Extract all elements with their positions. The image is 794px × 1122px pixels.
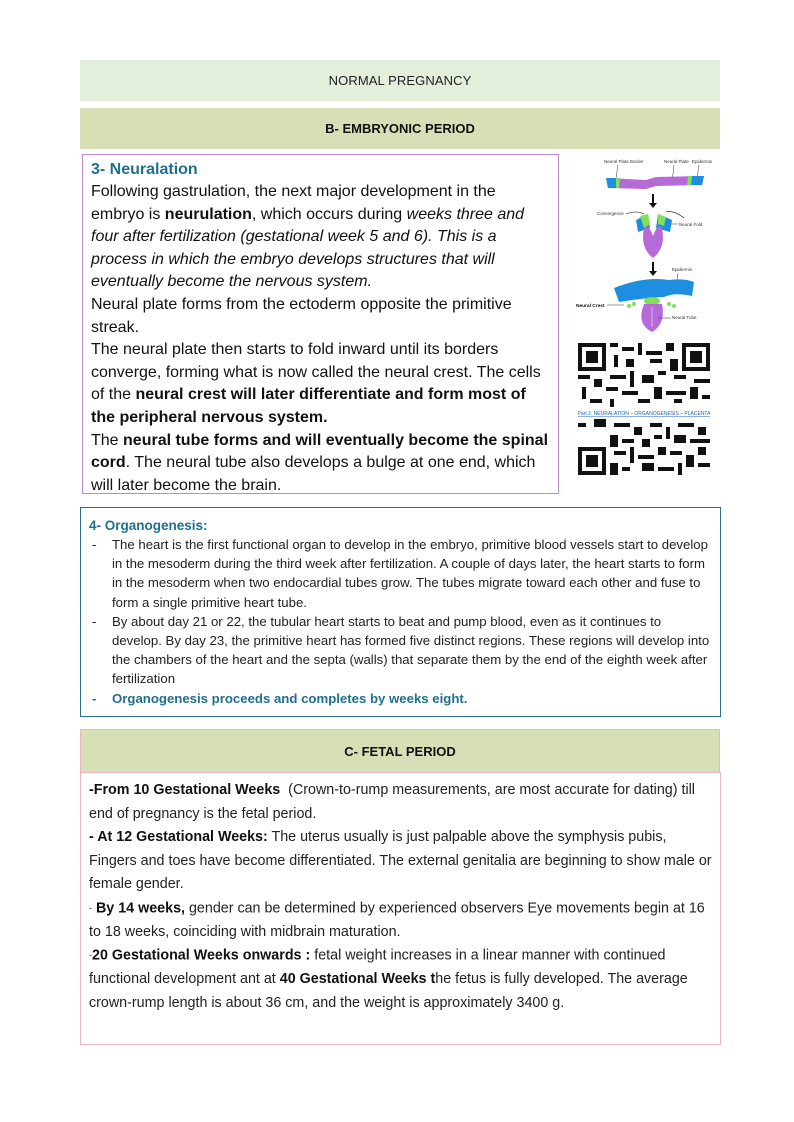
organogenesis-bullet	[89, 612, 710, 689]
svg-text:Epidermis: Epidermis	[692, 159, 713, 164]
bullet-dash: -	[92, 613, 97, 629]
text: The neural plate then starts to fold inward until its borders converge, forming what is now called the neural crest. The cells of the	[91, 341, 541, 404]
organogenesis-section	[80, 507, 721, 717]
text: , which occurs during	[251, 205, 407, 223]
bullet-dash: -	[92, 537, 97, 552]
bold-text: By 14 weeks,	[92, 900, 185, 917]
text: . The neural tube also develops a bulge at one end, which will later become the brain.	[91, 454, 536, 494]
bold-text: - At 12 Gestational Weeks:	[89, 829, 268, 845]
bold-text: 40 Gestational Weeks t	[279, 971, 436, 988]
bullet-dot: -	[89, 950, 92, 961]
document-title-bar	[80, 60, 720, 101]
organogenesis-title: 4- Organogenesis:	[89, 518, 208, 533]
embryonic-period-heading: B- EMBRYONIC PERIOD	[325, 121, 475, 136]
fetal-period-section	[80, 772, 721, 1045]
document-title: NORMAL PREGNANCY	[328, 73, 472, 88]
fetal-period-heading-bar	[80, 729, 720, 772]
italic-text: weeks three and four after fertilization (gestational week 5 and 6). This is a process in which the embryo develops structures that will eventually become the nervous system.	[91, 205, 525, 291]
neurulation-title: 3- Neuralation	[91, 161, 198, 178]
qr-code-link[interactable]	[578, 343, 710, 475]
fetal-paragraph-2	[89, 826, 712, 897]
bullet-text: The heart is the first functional organ to develop in the embryo, primitive blood vessels start to develop in the mesoderm during the third week after fertilization. A couple of days later, the heart starts to form in the mesoderm when two endocardial tubes grow. The tubes migrate toward each other and fuse to form a single primitive heart tube.	[112, 537, 708, 610]
embryonic-period-heading-bar	[80, 108, 720, 149]
fetal-paragraph-3	[89, 897, 712, 945]
svg-text:Neural Tube: Neural Tube	[672, 315, 697, 320]
bold-text: neural tube forms and will eventually become the spinal cord	[91, 431, 549, 472]
text: he fetus is fully developed. The average crown-rump length is about 36 cm, and the weight is approximately 3400 g.	[89, 971, 688, 1011]
text: (Crown-to-rump measurements, are most accurate for dating) till end of pregnancy is the fetal period.	[89, 782, 699, 822]
fetal-period-heading: C- FETAL PERIOD	[344, 743, 456, 759]
fetal-paragraph-4	[89, 944, 712, 1015]
svg-text:Neural Fold: Neural Fold	[679, 222, 703, 227]
neurulation-paragraph-2: Neural plate forms from the ectoderm opposite the primitive streak.	[91, 295, 512, 336]
neurulation-diagram	[574, 152, 719, 334]
neurulation-paragraph-1	[91, 181, 550, 294]
svg-text:Neural Crest: Neural Crest	[576, 304, 605, 309]
text: The	[91, 431, 124, 449]
text: The uterus usually is just palpable above the symphysis pubis, Fingers and toes have become differentiated. The external genitalia are beginning to show male or female gender.	[89, 829, 712, 892]
bullet-text: By about day 21 or 22, the tubular heart starts to beat and pump blood, even as it continues to develop. By day 23, the primitive heart has formed five distinct regions. These regions will develop into the chambers of the heart and the septa (walls) that separate them by the end of the eighth week after fertilization	[112, 613, 710, 687]
svg-text:Epidermis: Epidermis	[672, 267, 693, 272]
bold-text: -From 10 Gestational Weeks	[89, 782, 281, 798]
bullet-text: Organogenesis proceeds and completes by weeks eight.	[112, 690, 468, 706]
label-neural-plate-border: Neural Plate Border	[604, 159, 644, 164]
svg-text:Convergence: Convergence	[597, 211, 624, 216]
text: gender can be determined by experienced observers Eye movements begin at 16 to 18 weeks, coinciding with midbrain maturation.	[89, 900, 705, 940]
bold-text: neurulation	[164, 205, 252, 223]
fetal-paragraph-1	[89, 779, 712, 826]
neurulation-section	[82, 154, 559, 494]
text: Following gastrulation, the next major development in the embryo is	[91, 183, 496, 223]
bullet-dash: -	[92, 690, 97, 706]
svg-text:Neural Plate: Neural Plate	[664, 159, 689, 164]
svg-text:Part 2. NEURALATION – ORGANOGE: Part 2. NEURALATION – ORGANOGENESIS – PLACENTA	[578, 411, 710, 417]
organogenesis-bullet-highlight	[89, 689, 710, 708]
neurulation-paragraph-4	[91, 430, 550, 498]
bullet-dot: -	[89, 902, 92, 913]
neurulation-paragraph-3	[91, 339, 550, 429]
organogenesis-bullet	[89, 535, 710, 612]
bold-text: 20 Gestational Weeks onwards :	[92, 947, 311, 964]
text: fetal weight increases in a linear manner with continued functional development ant at	[89, 947, 666, 988]
bold-text: neural crest will later differentiate and form most of the peripheral nervous system.	[91, 386, 526, 426]
